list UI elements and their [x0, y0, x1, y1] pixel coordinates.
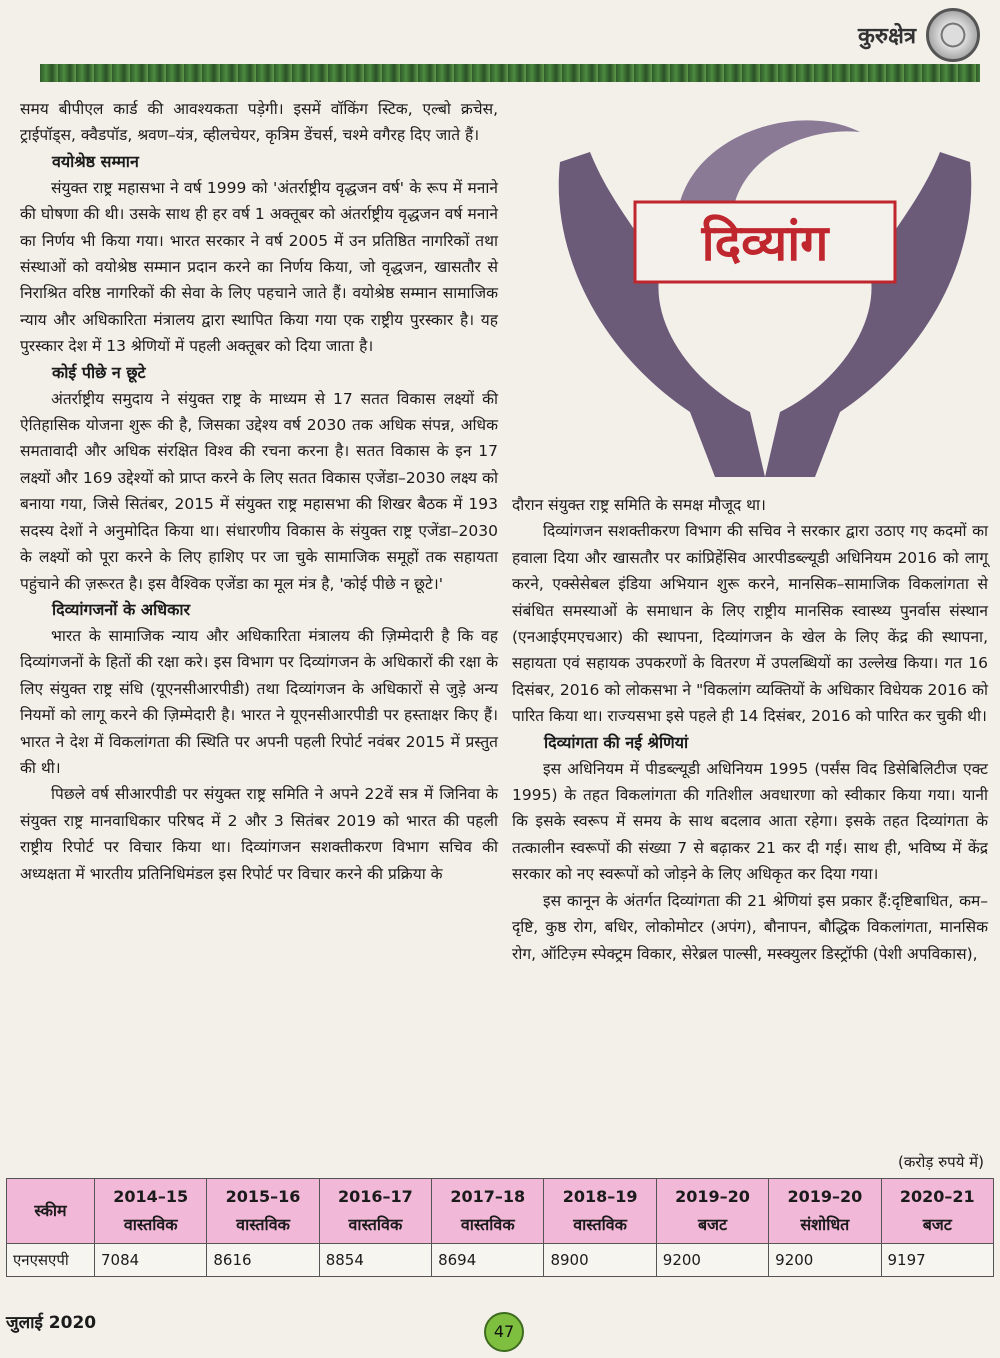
header-cell: 2014–15 वास्तविक: [95, 1179, 207, 1244]
paragraph: दिव्यांगजन सशक्तीकरण विभाग की सचिव ने सरकार द्वारा उठाए गए कदमों का हवाला दिया और खासतौर पर कांप्रिहेंसिव आरपीडब्ल्यूडी अधिनियम 2016 को लागू करने, एक्सेसेबल इंडिया अभियान शुरू करने, मानसिक–सामाजिक विकलांगता से संबंधित समस्याओं के समाधान के लिए राष्ट्रीय मानसिक स्वास्थ्य पुनर्वास संस्थान (एनआईएमएचआर) की स्थापना, दिव्यांगजन के खेल के लिए केंद्र की स्थापना, सहायता एवं सहायक उपकरणों के वितरण में उपलब्धियों का उल्लेख किया। गत 16 दिसंबर, 2016 को लोकसभा ने "विकलांग व्यक्तियों के अधिकार विधेयक 2016 को पारित किया था। राज्यसभा इसे पहले ही 14 दिसंबर, 2016 को पारित कर चुकी थी।: [512, 522, 988, 726]
paragraph: संयुक्त राष्ट्र महासभा ने वर्ष 1999 को 'अंतर्राष्ट्रीय वृद्धजन वर्ष' के रूप में मनाने की घोषणा की थी। उसके साथ ही हर वर्ष 1 अक्तूबर को अंतर्राष्ट्रीय वृद्धजन वर्ष मनाने का निर्णय भी किया गया। भारत सरकार ने वर्ष 2005 में उन प्रतिष्ठित नागरिकों तथा संस्थाओं को वयोश्रेष्ठ सम्मान प्रदान करने का निर्णय किया, जो वृद्धजन, खासतौर से निराश्रित वरिष्ठ नागरिकों की सेवा के लिए पहचाने जाते हैं। वयोश्रेष्ठ सम्मान सामाजिक न्याय और अधिकारिता मंत्रालय द्वारा स्थापित किया गया एक राष्ट्रीय पुरस्कार है। यह पुरस्कार देश में 13 श्रेणियों में पहली अक्तूबर को दिया जाता है।: [20, 178, 498, 356]
divyang-hands-illustration: [540, 92, 990, 482]
header-cell: 2019–20 संशोधित: [769, 1179, 881, 1244]
section-heading-no-one-left-behind: कोई पीछे न छूटे: [52, 362, 146, 382]
header-cell: 2019–20 बजट: [656, 1179, 768, 1244]
table-unit-note: (करोड़ रुपये में): [898, 1153, 984, 1171]
illustration-label: दिव्यांग: [701, 214, 829, 272]
page-number: 47: [484, 1312, 524, 1352]
header-cell: 2018–19 वास्तविक: [544, 1179, 656, 1244]
section-heading-vayoshreshtha: वयोश्रेष्ठ सम्मान: [52, 151, 139, 171]
table-cell: 9200: [769, 1244, 881, 1277]
table-cell: 9197: [881, 1244, 993, 1277]
header-cell: स्कीम: [7, 1179, 95, 1244]
nsap-budget-table: [6, 1178, 994, 1277]
issue-month: जुलाई 2020: [6, 1313, 97, 1333]
paragraph: पिछले वर्ष सीआरपीडी पर संयुक्त राष्ट्र समिति ने अपने 22वें सत्र में जिनिवा के संयुक्त राष्ट्र मानवाधिकार परिषद में 2 और 3 सितंबर 2019 को भारत की पहली राष्ट्रीय रिपोर्ट पर विचार किया था। दिव्यांगजन सशक्तीकरण विभाग सचिव की अध्यक्षता में भारतीय प्रतिनिधिमंडल इस रिपोर्ट पर विचार करने की प्रक्रिया के: [20, 785, 498, 883]
header-cell: 2015–16 वास्तविक: [207, 1179, 319, 1244]
section-heading-new-categories: दिव्यांगता की नई श्रेणियां: [544, 732, 689, 752]
masthead: [858, 8, 980, 62]
paragraph: दौरान संयुक्त राष्ट्र समिति के समक्ष मौजूद था।: [512, 496, 766, 514]
paragraph: भारत के सामाजिक न्याय और अधिकारिता मंत्रालय की ज़िम्मेदारी है कि वह दिव्यांगजनों के हितों की रक्षा करे। इस विभाग पर दिव्यांगजन के अधिकारों की रक्षा के लिए संयुक्त राष्ट्र संधि (यूएनसीआरपीडी) तथा दिव्यांगजन के अधिकारों से जुड़े अन्य नियमों को लागू करने की ज़िम्मेदारी है। भारत ने यूएनसीआरपीडी पर हस्ताक्षर किए हैं। भारत ने देश में विकलांगता की स्थिति पर अपनी पहली रिपोर्ट नवंबर 2015 में प्रस्तुत की थी।: [20, 626, 498, 777]
paragraph: अंतर्राष्ट्रीय समुदाय ने संयुक्त राष्ट्र के माध्यम से 17 सतत विकास लक्ष्यों की ऐतिहासिक योजना शुरू की है, जिसका उद्देश्य वर्ष 2030 तक अधिक संपन्न, अधिक समतावादी और अधिक संरक्षित विश्व की रचना करना है। सतत विकास के इन 17 लक्ष्यों और 169 उद्देश्यों को प्राप्त करने के लिए सतत विकास एजेंडा–2030 लक्ष्य को बनाया गया, जिसे सितंबर, 2015 में संयुक्त राष्ट्र महासभा की शिखर बैठक में 193 सदस्य देशों ने अनुमोदित किया था। संधारणीय विकास के संयुक्त राष्ट्र एजेंडा–2030 के लक्ष्यों को पूरा करने के लिए हाशिए पर जा चुके सामाजिक समूहों तक सहायता पहुंचाने की ज़रूरत है। इस वैश्विक एजेंडा का मूल मंत्र है, 'कोई पीछे न छूटे।': [20, 389, 498, 593]
header-band: [40, 64, 980, 82]
table-cell: एनएसएपी: [7, 1244, 95, 1277]
table-cell: 9200: [656, 1244, 768, 1277]
table-cell: 8616: [207, 1244, 319, 1277]
table-cell: 8694: [432, 1244, 544, 1277]
table-cell: 8900: [544, 1244, 656, 1277]
table-row: [7, 1244, 994, 1277]
table-cell: 8854: [319, 1244, 431, 1277]
table-header-row: [7, 1179, 994, 1244]
header-cell: 2016–17 वास्तविक: [319, 1179, 431, 1244]
right-column: [512, 492, 988, 967]
table-cell: 7084: [95, 1244, 207, 1277]
header-cell: 2020–21 बजट: [881, 1179, 993, 1244]
paragraph: समय बीपीएल कार्ड की आवश्यकता पड़ेगी। इसमें वॉकिंग स्टिक, एल्बो क्रचेस, ट्राईपॉड्स, क्वैडपॉड, श्रवण–यंत्र, व्हीलचेयर, कृत्रिम डेंचर्स, चश्मे वगैरह दिए जाते हैं।: [20, 100, 498, 145]
magazine-name: कुरुक्षेत्र: [858, 24, 916, 49]
section-heading-rights: दिव्यांगजनों के अधिकार: [52, 599, 191, 619]
left-column: [20, 96, 498, 887]
paragraph: इस अधिनियम में पीडब्ल्यूडी अधिनियम 1995 (पर्संस विद डिसेबिलिटीज एक्ट 1995) के तहत विकलांगता की गतिशील अवधारणा को स्वीकार किया गया। यानी कि इसके स्वरूप में समय के साथ बदलाव आता रहेगा। इसके तहत दिव्यांगता के तत्कालीन स्वरूपों की संख्या 7 से बढ़ाकर 21 कर दी गई। साथ ही, भविष्य में केंद्र सरकार को नए स्वरूपों को जोड़ने के लिए अधिकृत कर दिया गया।: [512, 759, 988, 884]
paragraph: इस कानून के अंतर्गत दिव्यांगता की 21 श्रेणियां इस प्रकार हैं:दृष्टिबाधित, कम–दृष्टि, कुष्ठ रोग, बधिर, लोकोमोटर (अपंग), बौनापन, बौद्धिक विकलांगता, मानसिक रोग, ऑटिज़्म स्पेक्ट्रम विकार, सेरेब्रल पाल्सी, मस्क्युलर डिस्ट्रॉफी (पेशी अपविकास),: [512, 891, 988, 963]
emblem-icon: [926, 8, 980, 62]
swoosh-shape: [680, 120, 860, 202]
header-cell: 2017–18 वास्तविक: [432, 1179, 544, 1244]
